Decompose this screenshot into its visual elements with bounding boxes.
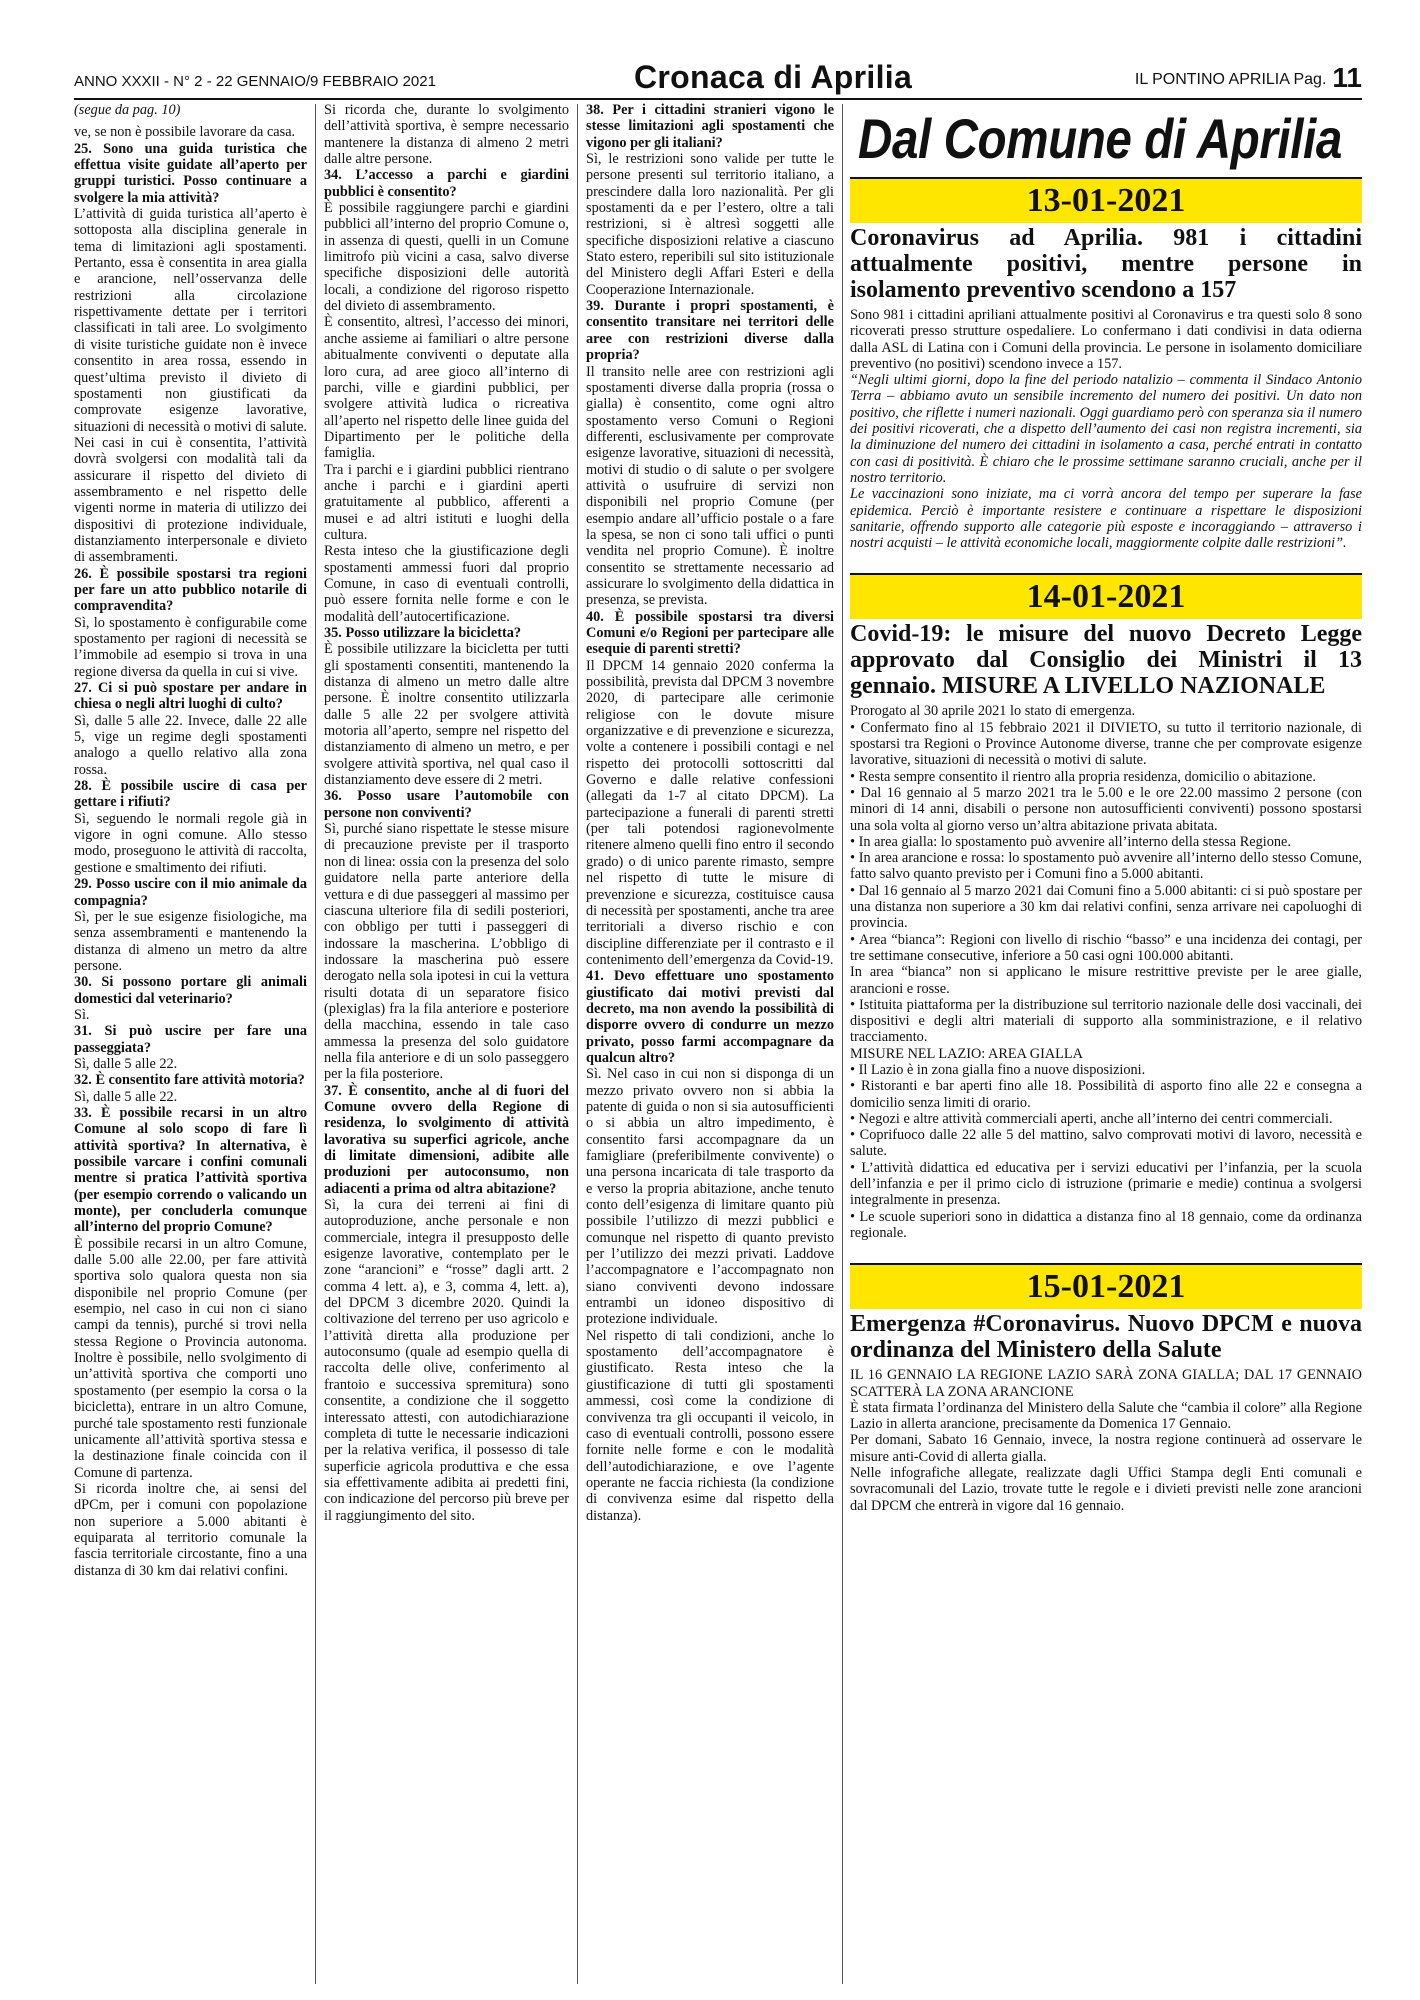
comune-panel [850, 102, 1362, 1992]
comune-banner: Dal Comune di Aprilia [858, 107, 1342, 170]
faq-answer: Sì, lo spostamento è configurabile come spostamento per ragioni di necessità se l’immobile ad esempio si trova in una regione diversa da quella in cui si vive. [74, 614, 307, 680]
faq-question: 30. Si possono portare gli animali domestici dal veterinario? [74, 974, 307, 1007]
news-paragraph: Le vaccinazioni sono iniziate, ma ci vorrà ancora del tempo per superare la fase epidemica. Perciò è importante resistere e continuare a rispettare le disposizioni sanitarie, offrendo supporto alle categorie più esposte e incoraggiando – attraverso i nostri acquisti – le attività economiche locali, maggiormente colpite dalle restrizioni”. [850, 486, 1362, 552]
news-paragraph: IL 16 GENNAIO LA REGIONE LAZIO SARÀ ZONA GIALLA; DAL 17 GENNAIO SCATTERÀ LA ZONA ARANCIONE [850, 1367, 1362, 1400]
faq-answer: Sì, la cura dei terreni ai fini di autoproduzione, anche personale e non commerciale, integra il presupposto delle esigenze lavorative, contemplato per le zone “arancioni” e “rosse” dagli artt. 2 comma 4 lett. a), e 3, comma 4, lett. a), del DPCM 3 dicembre 2020. Quindi la coltivazione del terreno per uso agricolo e l’attività diretta alla produzione per autoconsumo (quale ad esempio quella di raccolta delle olive, conferimento al frantoio e successiva spremitura) sono consentite, a condizione che il soggetto interessato attesti, con autodichiarazione completa di tutte le necessarie indicazioni per la relativa verifica, il possesso di tale superficie agricola produttiva e che essa sia effettivamente adibita ai predetti fini, con indicazione del percorso più breve per il raggiungimento del sito. [324, 1197, 569, 1524]
faq-answer: Sì, per le sue esigenze fisiologiche, ma senza assembramenti e mantenendo la distanza di almeno un metro da altre persone. [74, 908, 307, 974]
faq-question: 31. Si può uscire per fare una passeggiata? [74, 1023, 307, 1056]
news-date: 14-01-2021 [850, 573, 1362, 619]
news-paragraph: • Ristoranti e bar aperti fino alle 18. Possibilità di asporto fino alle 22 e consegna a domicilio senza limiti di orario. [850, 1078, 1362, 1111]
faq-answer: Tra i parchi e i giardini pubblici rientrano anche i parchi e i giardini aperti gratuitamente al pubblico, afferenti a musei e ad altri istituti e luoghi della cultura. [324, 461, 569, 543]
faq-question: 40. È possibile spostarsi tra diversi Comuni e/o Regioni per partecipare alle esequie di parenti stretti? [586, 608, 834, 658]
news-paragraph: • Le scuole superiori sono in didattica a distanza fino al 18 gennaio, come da ordinanza regionale. [850, 1208, 1362, 1241]
faq-answer: È possibile utilizzare la bicicletta per tutti gli spostamenti consentiti, mantenendo la distanza di almeno un metro dalle altre persone. È inoltre consentito utilizzarla dalle 5 alle 22 per svolgere attività motoria all’aperto, sempre nel rispetto del distanziamento di almeno un metro, e per svolgere attività sportiva, nel qual caso il distanziamento deve essere di 2 metri. [324, 641, 569, 789]
news-paragraph: • Coprifuoco dalle 22 alle 5 del mattino, salvo comprovati motivi di lavoro, necessità e salute. [850, 1127, 1362, 1160]
column-divider [577, 104, 578, 1984]
issue-info: ANNO XXXII - N° 2 - 22 GENNAIO/9 FEBBRAIO 2021 [74, 73, 436, 90]
masthead-rule [74, 98, 1362, 100]
faq-question: 41. Devo effettuare uno spostamento giustificato dai motivi previsti dal decreto, ma non avendo la possibilità di disporre ovvero di condurre un mezzo privato, posso farmi accompagnare da qualcun altro? [586, 968, 834, 1066]
faq-question: 37. È consentito, anche al di fuori del Comune ovvero della Regione di residenza, lo svolgimento di attività lavorativa su superfici agricole, anche di limitate dimensioni, adibite alle produzioni per autoconsumo, non adiacenti a prima od altra abitazione? [324, 1082, 569, 1197]
news-paragraph: • Resta sempre consentito il rientro alla propria residenza, domicilio o abitazione. [850, 768, 1316, 785]
faq-question: 25. Sono una guida turistica che effettua visite guidate all’aperto per gruppi turistici. Posso continuare a svolgere la mia attività? [74, 140, 307, 206]
section-gap [850, 1241, 1362, 1263]
news-paragraph: MISURE NEL LAZIO: AREA GIALLA [850, 1045, 1083, 1062]
news-paragraph: Per domani, Sabato 16 Gennaio, invece, la nostra regione continuerà ad osservare le misure anti-Covid di allerta gialla. [850, 1432, 1362, 1465]
faq-answer: Nel rispetto di tali condizioni, anche lo spostamento dell’accompagnatore è giustificato. Resta inteso che la giustificazione di tutti gli spostamenti ammessi, così come la condizione di convivenza tra gli occupanti il veicolo, in caso di eventuali controlli, possono essere fornite nelle forme e con le modalità dell’autodichiarazione, e ove l’agente operante ne faccia richiesta (la condizione di convivenza esime dal rispetto della distanza). [586, 1327, 834, 1524]
news-section [850, 1263, 1362, 1514]
faq-question: 27. Ci si può spostare per andare in chiesa o negli altri luoghi di culto? [74, 680, 307, 713]
column-divider [315, 104, 316, 1984]
news-paragraph: • Area “bianca”: Regioni con livello di rischio “basso” e una incidenza dei contagi, per tre settimane consecutive, inferiore a 50 casi ogni 100.000 abitanti. [850, 931, 1362, 964]
news-paragraph: • In area gialla: lo spostamento può avvenire all’interno della stessa Regione. [850, 833, 1291, 850]
news-body [850, 703, 1362, 1241]
news-paragraph: • Istituita piattaforma per la distribuzione sul territorio nazionale delle dosi vaccinali, dei dispositivi e degli altri materiali di supporto alla somministrazione, e il relativo tracciamento. [850, 996, 1362, 1046]
news-paragraph: “Negli ultimi giorni, dopo la fine del periodo natalizio – commenta il Sindaco Antonio Terra – abbiamo avuto un sensibile incremento del numero dei positivi. Un dato non positivo, che riflette i numeri nazionali. Oggi guardiamo però con speranza sia il numero dei positivi ricoverati, che a dispetto dell’aumento dei casi non registra incrementi, sia la diminuzione del numero dei cittadini in isolamento a casa, perché entrati in contatto con casi di positività. È chiaro che le prossime settimane saranno cruciali, anche per il nostro territorio. [850, 372, 1362, 486]
news-section [850, 573, 1362, 1241]
page-number: 11 [1332, 62, 1362, 93]
column-3 [586, 102, 834, 1992]
section-title: Cronaca di Aprilia [634, 59, 913, 95]
news-paragraph: In area “bianca” non si applicano le misure restrittive previste per le aree gialle, arancioni e rosse. [850, 964, 1362, 997]
comune-sections [850, 177, 1362, 1514]
news-paragraph: • Dal 16 gennaio al 5 marzo 2021 tra le 5.00 e le ore 22.00 massimo 2 persone (con minori di 14 anni, disabili o persone non autosufficienti conviventi) possono spostarsi una sola volta al giorno verso un’altra abitazione privata abitata. [850, 784, 1362, 834]
news-paragraph: • Dal 16 gennaio al 5 marzo 2021 dai Comuni fino a 5.000 abitanti: ci si può spostare per una distanza non superiore a 30 km dai relativi confini, senza arrivare nei capoluoghi di provincia. [850, 882, 1362, 932]
continued-from-note: (segue da pag. 10) [74, 102, 181, 118]
faq-question: 32. È consentito fare attività motoria? [74, 1072, 305, 1089]
news-headline: Emergenza #Coronavirus. Nuovo DPCM e nuova ordinanza del Ministero della Salute [850, 1311, 1362, 1364]
faq-answer: L’attività di guida turistica all’aperto è sottoposta alla disciplina generale in tema di limitazioni agli spostamenti. Pertanto, essa è consentita in area gialla e arancione, nell’osservanza delle restrizioni alla circolazione rispettivamente dettate per i territori classificati in tali aree. Lo svolgimento di visite turistiche guidate non è invece consentito in area rossa, essendo in quest’ultima previsto il divieto di spostamenti non giustificati da comprovate esigenze lavorative, situazioni di necessità o motivi di salute. Nei casi in cui è consentita, l’attività dovrà svolgersi con modalità tali da assicurare il rispetto del divieto di assembramento e nel rispetto delle vigenti norme in materia di utilizzo dei dispositivi di protezione individuale, distanziamento interpersonale e divieto di assembramenti. [74, 206, 307, 566]
faq-answer: Sì, seguendo le normali regole già in vigore in ogni comune. Allo stesso modo, proseguono le attività di raccolta, gestione e smaltimento dei rifiuti. [74, 810, 307, 876]
faq-question: 35. Posso utilizzare la bicicletta? [324, 625, 522, 641]
faq-question: 26. È possibile spostarsi tra regioni per fare un atto pubblico notarile di compravendita? [74, 565, 307, 615]
faq-question: 38. Per i cittadini stranieri vigono le stesse limitazioni agli spostamenti che vigono per gli italiani? [586, 102, 834, 151]
news-section [850, 177, 1362, 551]
faq-question: 29. Posso uscire con il mio animale da compagnia? [74, 876, 307, 909]
news-date: 13-01-2021 [850, 177, 1362, 223]
news-date: 15-01-2021 [850, 1263, 1362, 1309]
column-divider [842, 104, 843, 1984]
faq-answer: Sì, dalle 5 alle 22. [74, 1088, 178, 1105]
faq-answer: Il transito nelle aree con restrizioni agli spostamenti diverse dalla propria (rossa o gialla) è consentito, come ogni altro spostamento verso Comuni o Regioni differenti, esclusivamente per comprovate esigenze lavorative, situazioni di necessità, motivi di studio o di salute o per svolgere attività o usufruire di servizi non disponibili nel proprio Comune (per esempio andare all’ufficio postale o a fare la spesa, se non ci sono tali uffici o punti vendita nel proprio Comune). È inoltre consentito se strettamente necessario ad assicurare lo svolgimento della didattica in presenza, se prevista. [586, 363, 834, 609]
faq-question: 36. Posso usare l’automobile con persone non conviventi? [324, 788, 569, 821]
news-paragraph: • Negozi e altre attività commerciali aperti, anche all’interno dei centri commerciali. [850, 1110, 1333, 1127]
news-paragraph: Sono 981 i cittadini apriliani attualmente positivi al Coronavirus e tra questi solo 8 sono ricoverati presso strutture ospedaliere. Lo confermano i dati condivisi in data odierna dalla ASL di Latina con i Comuni della provincia. Le persone in isolamento domiciliare preventivo (no positivi) scendono invece a 157. [850, 307, 1362, 372]
faq-question: 33. È possibile recarsi in un altro Comune al solo scopo di fare lì attività sportiva? In alternativa, è possibile varcare i confini comunali mentre si pratica l’attività sportiva (per esempio correndo o valicando un monte), per concluderla comunque all’interno del proprio Comune? [74, 1104, 307, 1236]
faq-answer: Si ricorda che, durante lo svolgimento dell’attività sportiva, è sempre necessario mantenere la distanza di almeno 2 metri dalle altre persone. [324, 102, 569, 168]
news-paragraph: È stata firmata l’ordinanza del Ministero della Salute che “cambia il colore” alla Regione Lazio in allerta arancione, precisamente da Domenica 17 Gennaio. [850, 1399, 1362, 1433]
faq-answer: Il DPCM 14 gennaio 2020 conferma la possibilità, prevista dal DPCM 3 novembre 2020, di partecipare alle cerimonie religiose con le dovute misure organizzative e di prevenzione e sicurezza, volte a contenere i possibili contagi e nel rispetto dei protocolli sottoscritti dal Governo e dalle relative confessioni (allegati da 1-7 al citato DPCM). La partecipazione a funerali di parenti stretti (per tali potendosi ragionevolmente ritenere almeno quelli fino entro il secondo grado) o di unico parente rimasto, sempre nel rispetto di tutte le misure di prevenzione e sicurezza, costituisce causa di necessità per spostamenti, anche tra aree territoriali a diverso rischio e con discipline differenziate per il contrasto e il contenimento dell’emergenza da Covid-19. [586, 657, 834, 968]
news-paragraph: Prorogato al 30 aprile 2021 lo stato di emergenza. [850, 703, 1136, 720]
faq-answer: Sì, purché siano rispettate le stesse misure di precauzione previste per il trasporto non di linea: ossia con la presenza del solo guidatore nella parte anteriore della vettura e di due passeggeri al massimo per ciascuna ulteriore fila di sedili posteriori, con obbligo per tutti i passeggeri di indossare la mascherina. L’obbligo di indossare la mascherina può essere derogato nella sola ipotesi in cui la vettura risulti dotata di un separatore fisico (plexiglas) fra la fila anteriore e posteriore della macchina, essendo in tale caso ammessa la presenza del solo guidatore nella fila anteriore e di un solo passeggero per la fila posteriore. [324, 821, 569, 1083]
news-body [850, 307, 1362, 551]
news-paragraph: • Il Lazio è in zona gialla fino a nuove disposizioni. [850, 1061, 1146, 1078]
column-2 [324, 102, 569, 1992]
section-gap [850, 551, 1362, 573]
news-paragraph: Nelle infografiche allegate, realizzate dagli Uffici Stampa degli Enti comunali e sovracomunali del Lazio, trovate tutte le regole e i divieti previsti nelle zone arancioni dal DPCM che entrerà in vigore dal 16 gennaio. [850, 1465, 1362, 1514]
faq-answer: Sì. Nel caso in cui non si disponga di un mezzo privato ovvero non si abbia la patente di guida o non si sia autosufficienti o si abbia un altro impedimento, è consentito farsi accompagnare da un famigliare (preferibilmente convivente) o una persona incaricata di tale trasporto da e verso la propria abitazione, anche tenuto conto dell’esigenza di limitare quanto più possibile l’utilizzo di mezzi pubblici e comunque nel rispetto di quanto previsto per l’utilizzo dei mezzi privati. Laddove l’accompagnatore e l’accompagnato non siano conviventi devono indossare entrambi un idoneo dispositivo di protezione individuale. [586, 1066, 834, 1328]
faq-question: 34. L’accesso a parchi e giardini pubblici è consentito? [324, 167, 569, 200]
news-body [850, 1367, 1362, 1514]
faq-answer: È consentito, altresì, l’accesso dei minori, anche assieme ai familiari o altre persone abitualmente conviventi o deputate alla loro cura, ad aree gioco all’interno di parchi, ville e giardini pubblici, per svolgere attività ludica o ricreativa all’aperto nel rispetto delle linee guida del Dipartimento per le politiche della famiglia. [324, 314, 569, 462]
faq-answer: ve, se non è possibile lavorare da casa. [74, 124, 296, 141]
news-paragraph: • In area arancione e rossa: lo spostamento può avvenire all’interno dello stesso Comune, fatto salvo quanto previsto per i Comuni fino a 5.000 abitanti. [850, 850, 1362, 883]
faq-answer: Si ricorda inoltre che, ai sensi del dPCm, per i comuni con popolazione non superiore a 5.000 abitanti è equiparata al territorio comunale la fascia territoriale circostante, fino a una distanza di 30 km dai relativi confini. [74, 1480, 307, 1579]
faq-answer: Sì, dalle 5 alle 22. [74, 1055, 178, 1072]
paper-name: IL PONTINO APRILIA Pag. [1134, 71, 1327, 88]
faq-question: 28. È possibile uscire di casa per gettare i rifiuti? [74, 778, 307, 811]
faq-answer: È possibile raggiungere parchi e giardini pubblici all’interno del proprio Comune o, in assenza di questi, quelli in un Comune limitrofo più vicini a casa, salvo diverse specifiche disposizioni delle autorità locali, a condizione del rigoroso rispetto del divieto di assembramento. [324, 200, 569, 315]
masthead [74, 56, 1362, 96]
faq-answer: Sì, le restrizioni sono valide per tutte le persone presenti sul territorio italiano, a prescindere dalla loro nazionalità. Per gli spostamenti da e per l’estero, oltre a tali restrizioni, si è altresì soggetti alle specifiche disposizioni relative a ciascuno Stato estero, reperibili sul sito istituzionale del Ministero degli Affari Esteri e della Cooperazione Internazionale. [586, 151, 834, 298]
faq-answer: Sì. [74, 1006, 90, 1023]
news-paragraph: • L’attività didattica ed educativa per i servizi educativi per l’infanzia, per la scuola dell’infanzia e per il primo ciclo di istruzione (primarie e medie) continua a svolgersi integralmente in presenza. [850, 1159, 1362, 1209]
news-paragraph: • Confermato fino al 15 febbraio 2021 il DIVIETO, su tutto il territorio nazionale, di spostarsi tra Regioni o Province Autonome diverse, tranne che per comprovate esigenze lavorative, situazioni di necessità o motivi di salute. [850, 719, 1362, 769]
faq-question: 39. Durante i propri spostamenti, è consentito transitare nei territori delle aree con restrizioni diverse dalla propria? [586, 298, 834, 364]
faq-answer: Resta inteso che la giustificazione degli spostamenti ammessi fuori dal proprio Comune, in caso di eventuali controlli, può essere fornita nelle forme e con le modalità dell’autocertificazione. [324, 543, 569, 625]
faq-answer: È possibile recarsi in un altro Comune, dalle 5.00 alle 22.00, per fare attività sportiva solo qualora questa non sia disponibile nel proprio Comune (per esempio, nel caso in cui non ci siano campi da tennis), purché si trovi nella stessa Regione o Provincia autonoma. Inoltre è possibile, nello svolgimento di un’attività sportiva che comporti uno spostamento (per esempio la corsa o la bicicletta), entrare in un altro Comune, purché tale spostamento resti funzionale unicamente all’attività sportiva stessa e la destinazione finale coincida con il Comune di partenza. [74, 1235, 307, 1481]
paper-page [1135, 62, 1362, 94]
news-headline: Coronavirus ad Aprilia. 981 i cittadini attualmente positivi, mentre persone in isolamento preventivo scendono a 157 [850, 225, 1362, 303]
column-1 [74, 102, 307, 1992]
faq-answer: Sì, dalle 5 alle 22. Invece, dalle 22 alle 5, vige un regime degli spostamenti analogo a quello relativo alla zona rossa. [74, 712, 307, 778]
news-headline: Covid-19: le misure del nuovo Decreto Legge approvato dal Consiglio dei Ministri il 13 gennaio. MISURE A LIVELLO NAZIONALE [850, 621, 1362, 700]
